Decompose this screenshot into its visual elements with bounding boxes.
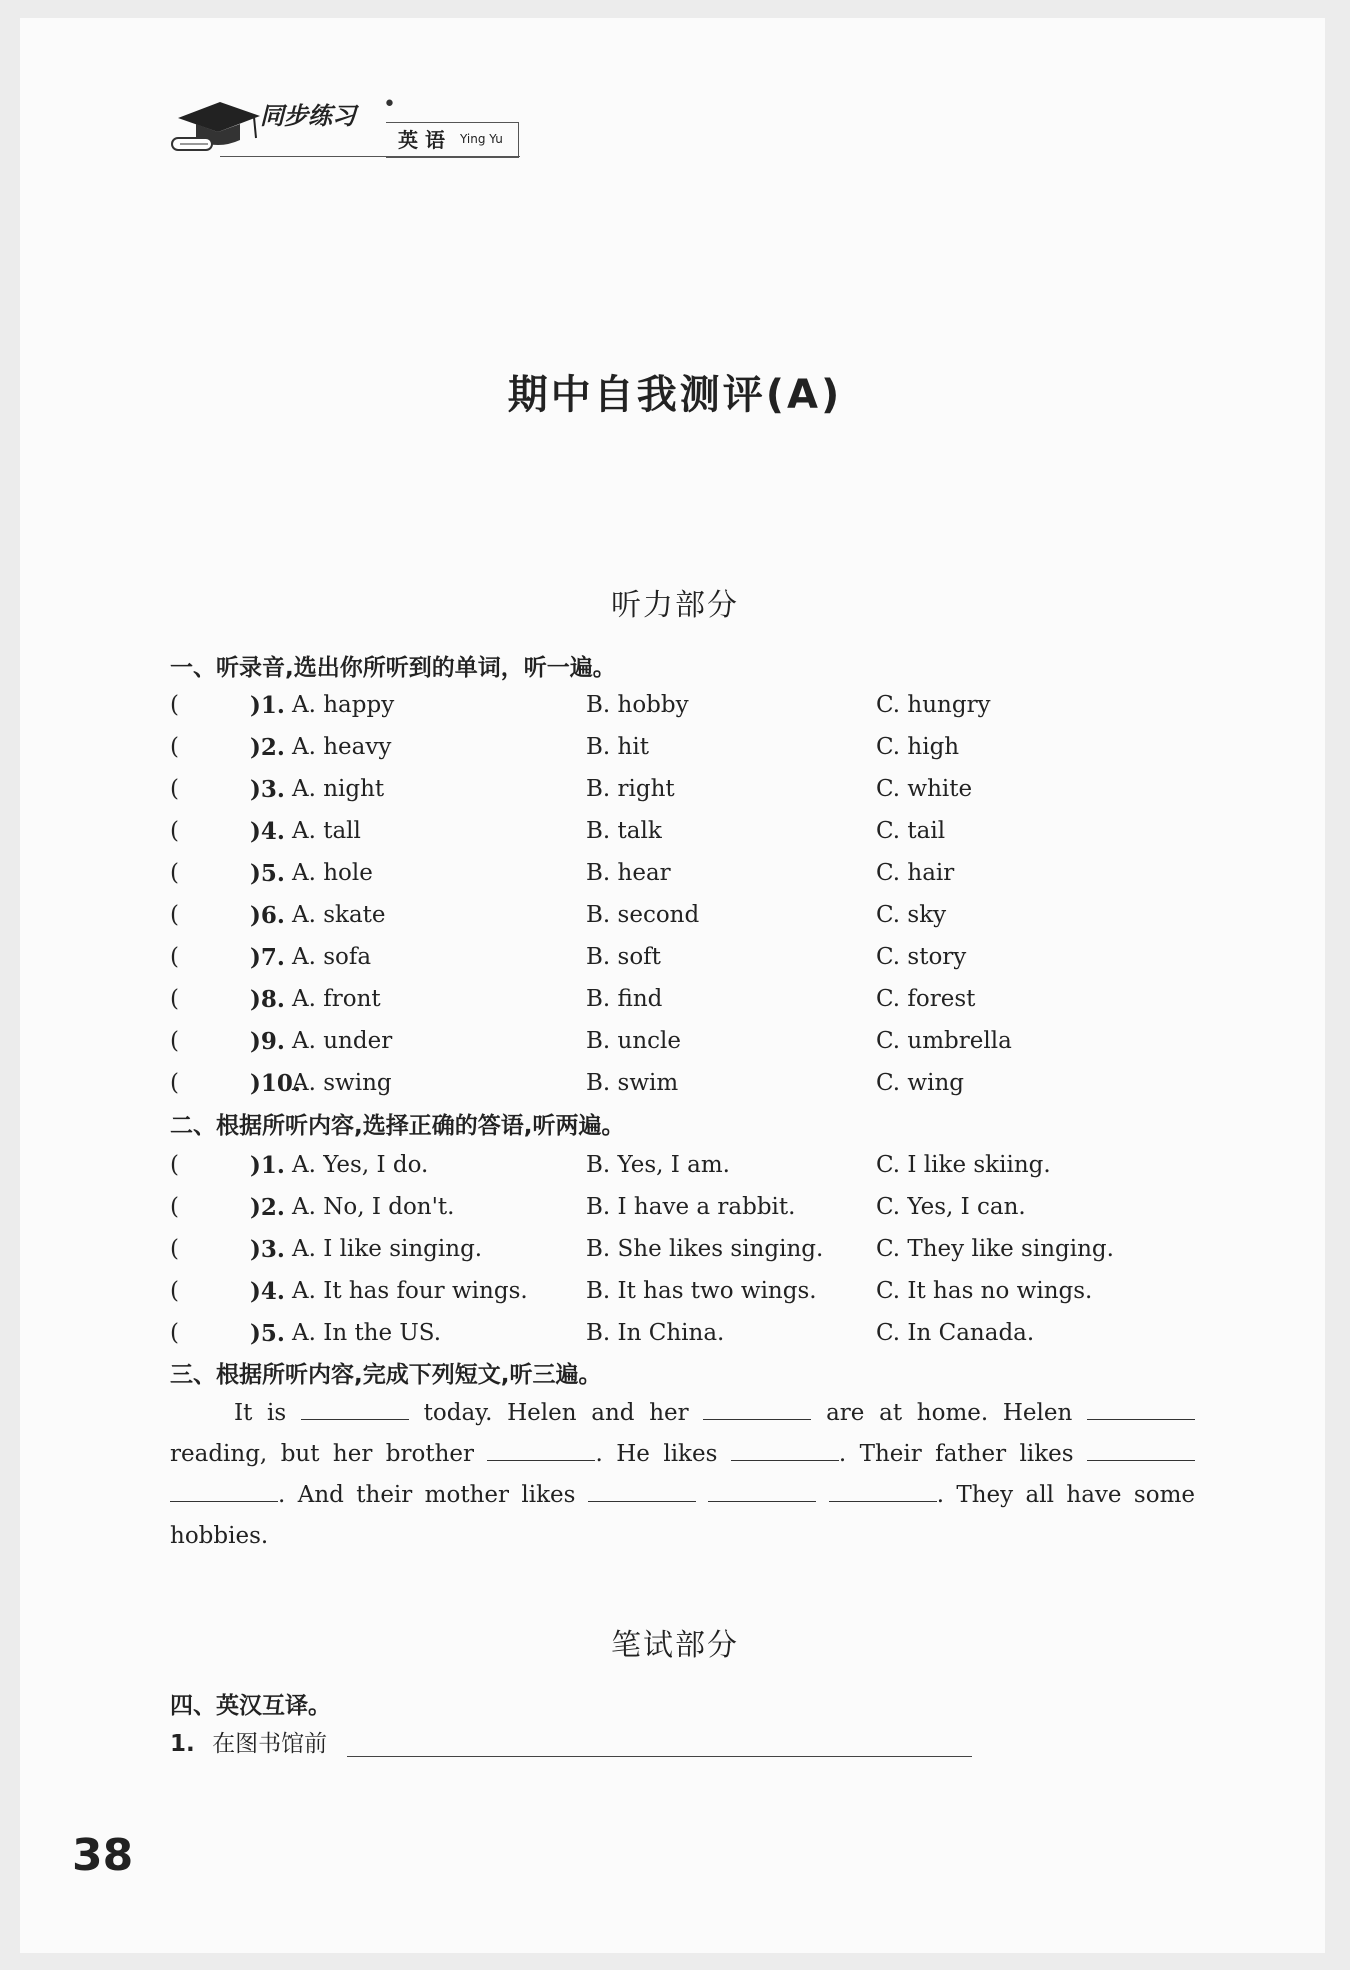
translation-item: [170, 1725, 327, 1758]
option-a: A. heavy: [292, 734, 392, 760]
question-number: )1.: [250, 1152, 285, 1179]
passage-line-2: [170, 1434, 1195, 1475]
question-row: [170, 734, 1220, 768]
q1-heading: 一、听录音,选出你所听到的单词，听一遍。: [170, 655, 616, 681]
option-c: C. white: [876, 776, 973, 802]
question-row: [170, 944, 1220, 978]
header-rule: [220, 156, 520, 157]
question-row: [170, 818, 1220, 852]
option-a: A. tall: [292, 818, 361, 844]
option-b: B. hear: [586, 860, 671, 886]
answer-paren[interactable]: (: [170, 776, 179, 802]
question-row: [170, 1320, 1220, 1354]
answer-blank[interactable]: [703, 1397, 811, 1420]
option-a: A. hole: [292, 860, 373, 886]
passage-text: . And their mother likes: [278, 1482, 576, 1508]
passage-text: . Their father likes: [838, 1441, 1074, 1467]
question-number: )6.: [250, 902, 285, 929]
question-number: )8.: [250, 986, 285, 1013]
option-b: B. Yes, I am.: [586, 1152, 730, 1178]
option-c: C. I like skiing.: [876, 1152, 1051, 1178]
passage-text: . They all have some: [936, 1482, 1195, 1508]
passage-line-3: [170, 1475, 1195, 1516]
question-row: [170, 986, 1220, 1020]
option-a: A. front: [292, 986, 381, 1012]
question-row: [170, 692, 1220, 726]
question-number: )4.: [250, 1278, 285, 1305]
question-number: )2.: [250, 734, 285, 761]
option-b: B. talk: [586, 818, 662, 844]
option-c: C. story: [876, 944, 967, 970]
answer-paren[interactable]: (: [170, 1320, 179, 1346]
option-a: A. skate: [292, 902, 386, 928]
option-c: C. They like singing.: [876, 1236, 1114, 1262]
option-b: B. right: [586, 776, 675, 802]
dot: •: [383, 92, 396, 117]
option-a: A. No, I don't.: [292, 1194, 455, 1220]
question-row: [170, 860, 1220, 894]
option-a: A. sofa: [292, 944, 372, 970]
option-b: B. In China.: [586, 1320, 725, 1346]
question-number: )3.: [250, 1236, 285, 1263]
option-a: A. night: [292, 776, 385, 802]
option-b: B. find: [586, 986, 663, 1012]
option-c: C. It has no wings.: [876, 1278, 1093, 1304]
passage-text: . He likes: [595, 1441, 718, 1467]
option-a: A. In the US.: [292, 1320, 442, 1346]
answer-paren[interactable]: (: [170, 986, 179, 1012]
answer-paren[interactable]: (: [170, 902, 179, 928]
item-number: 1.: [170, 1731, 195, 1757]
answer-blank[interactable]: [487, 1438, 595, 1461]
graduation-cap-icon: [168, 90, 268, 160]
answer-blank[interactable]: [731, 1438, 839, 1461]
option-c: C. hungry: [876, 692, 991, 718]
option-b: B. uncle: [586, 1028, 681, 1054]
subject-label: 英 语: [398, 128, 445, 152]
option-c: C. tail: [876, 818, 946, 844]
question-row: [170, 1278, 1220, 1312]
option-b: B. I have a rabbit.: [586, 1194, 796, 1220]
answer-blank[interactable]: [1087, 1397, 1195, 1420]
option-b: B. hobby: [586, 692, 689, 718]
answer-paren[interactable]: (: [170, 692, 179, 718]
series-title: 同步练习: [260, 102, 356, 130]
option-c: C. high: [876, 734, 960, 760]
question-row: [170, 902, 1220, 936]
option-b: B. soft: [586, 944, 661, 970]
passage-text: reading, but her brother: [170, 1441, 475, 1467]
option-b: B. It has two wings.: [586, 1278, 817, 1304]
option-c: C. wing: [876, 1070, 964, 1096]
q3-heading: 三、根据所听内容,完成下列短文,听三遍。: [170, 1362, 602, 1388]
question-number: )3.: [250, 776, 285, 803]
question-number: )1.: [250, 692, 285, 719]
question-row: [170, 1152, 1220, 1186]
answer-blank[interactable]: [588, 1479, 696, 1502]
option-c: C. In Canada.: [876, 1320, 1035, 1346]
passage-text: are at home. Helen: [826, 1400, 1073, 1426]
header-logo: [168, 90, 528, 165]
option-a: A. happy: [292, 692, 395, 718]
listening-section-title: 听力部分: [611, 588, 739, 623]
page-title: 期中自我测评(A): [507, 372, 843, 418]
question-number: )10.: [250, 1070, 301, 1097]
option-a: A. Yes, I do.: [292, 1152, 429, 1178]
answer-paren[interactable]: (: [170, 1236, 179, 1262]
question-number: )4.: [250, 818, 285, 845]
passage-line-4: hobbies.: [170, 1523, 269, 1549]
question-row: [170, 1236, 1220, 1270]
option-b: B. second: [586, 902, 700, 928]
q4-heading: 四、英汉互译。: [170, 1693, 331, 1719]
answer-blank[interactable]: [170, 1479, 278, 1502]
option-a: A. I like singing.: [292, 1236, 483, 1262]
option-c: C. forest: [876, 986, 976, 1012]
option-a: A. It has four wings.: [292, 1278, 528, 1304]
answer-blank[interactable]: [1087, 1438, 1195, 1461]
answer-paren[interactable]: (: [170, 818, 179, 844]
passage-text: It is: [234, 1400, 287, 1426]
answer-paren[interactable]: (: [170, 1194, 179, 1220]
answer-paren[interactable]: (: [170, 860, 179, 886]
answer-paren[interactable]: (: [170, 1070, 179, 1096]
subject-pinyin: Ying Yu: [460, 132, 503, 146]
option-c: C. Yes, I can.: [876, 1194, 1026, 1220]
option-c: C. sky: [876, 902, 947, 928]
option-b: B. swim: [586, 1070, 679, 1096]
answer-paren[interactable]: (: [170, 734, 179, 760]
answer-paren[interactable]: (: [170, 944, 179, 970]
answer-paren[interactable]: (: [170, 1028, 179, 1054]
question-number: )7.: [250, 944, 285, 971]
passage-text: today. Helen and her: [423, 1400, 689, 1426]
passage-line-1: [170, 1393, 1195, 1434]
question-number: )9.: [250, 1028, 285, 1055]
option-b: B. hit: [586, 734, 649, 760]
option-c: C. hair: [876, 860, 955, 886]
option-b: B. She likes singing.: [586, 1236, 824, 1262]
answer-paren[interactable]: (: [170, 1152, 179, 1178]
question-row: [170, 776, 1220, 810]
written-section-title: 笔试部分: [611, 1628, 739, 1663]
question-row: [170, 1028, 1220, 1062]
page-number: 38: [72, 1830, 134, 1881]
question-row: [170, 1194, 1220, 1228]
answer-blank[interactable]: [708, 1479, 816, 1502]
q3-passage: [170, 1393, 1195, 1557]
question-number: )5.: [250, 860, 285, 887]
answer-blank[interactable]: [301, 1397, 409, 1420]
option-c: C. umbrella: [876, 1028, 1012, 1054]
answer-paren[interactable]: (: [170, 1278, 179, 1304]
answer-blank[interactable]: [829, 1479, 937, 1502]
option-a: A. under: [292, 1028, 393, 1054]
question-number: )2.: [250, 1194, 285, 1221]
answer-line[interactable]: [347, 1756, 972, 1757]
question-row: [170, 1070, 1220, 1104]
item-text: 在图书馆前: [212, 1731, 328, 1757]
option-a: A. swing: [292, 1070, 392, 1096]
q2-heading: 二、根据所听内容,选择正确的答语,听两遍。: [170, 1113, 625, 1139]
question-number: )5.: [250, 1320, 285, 1347]
